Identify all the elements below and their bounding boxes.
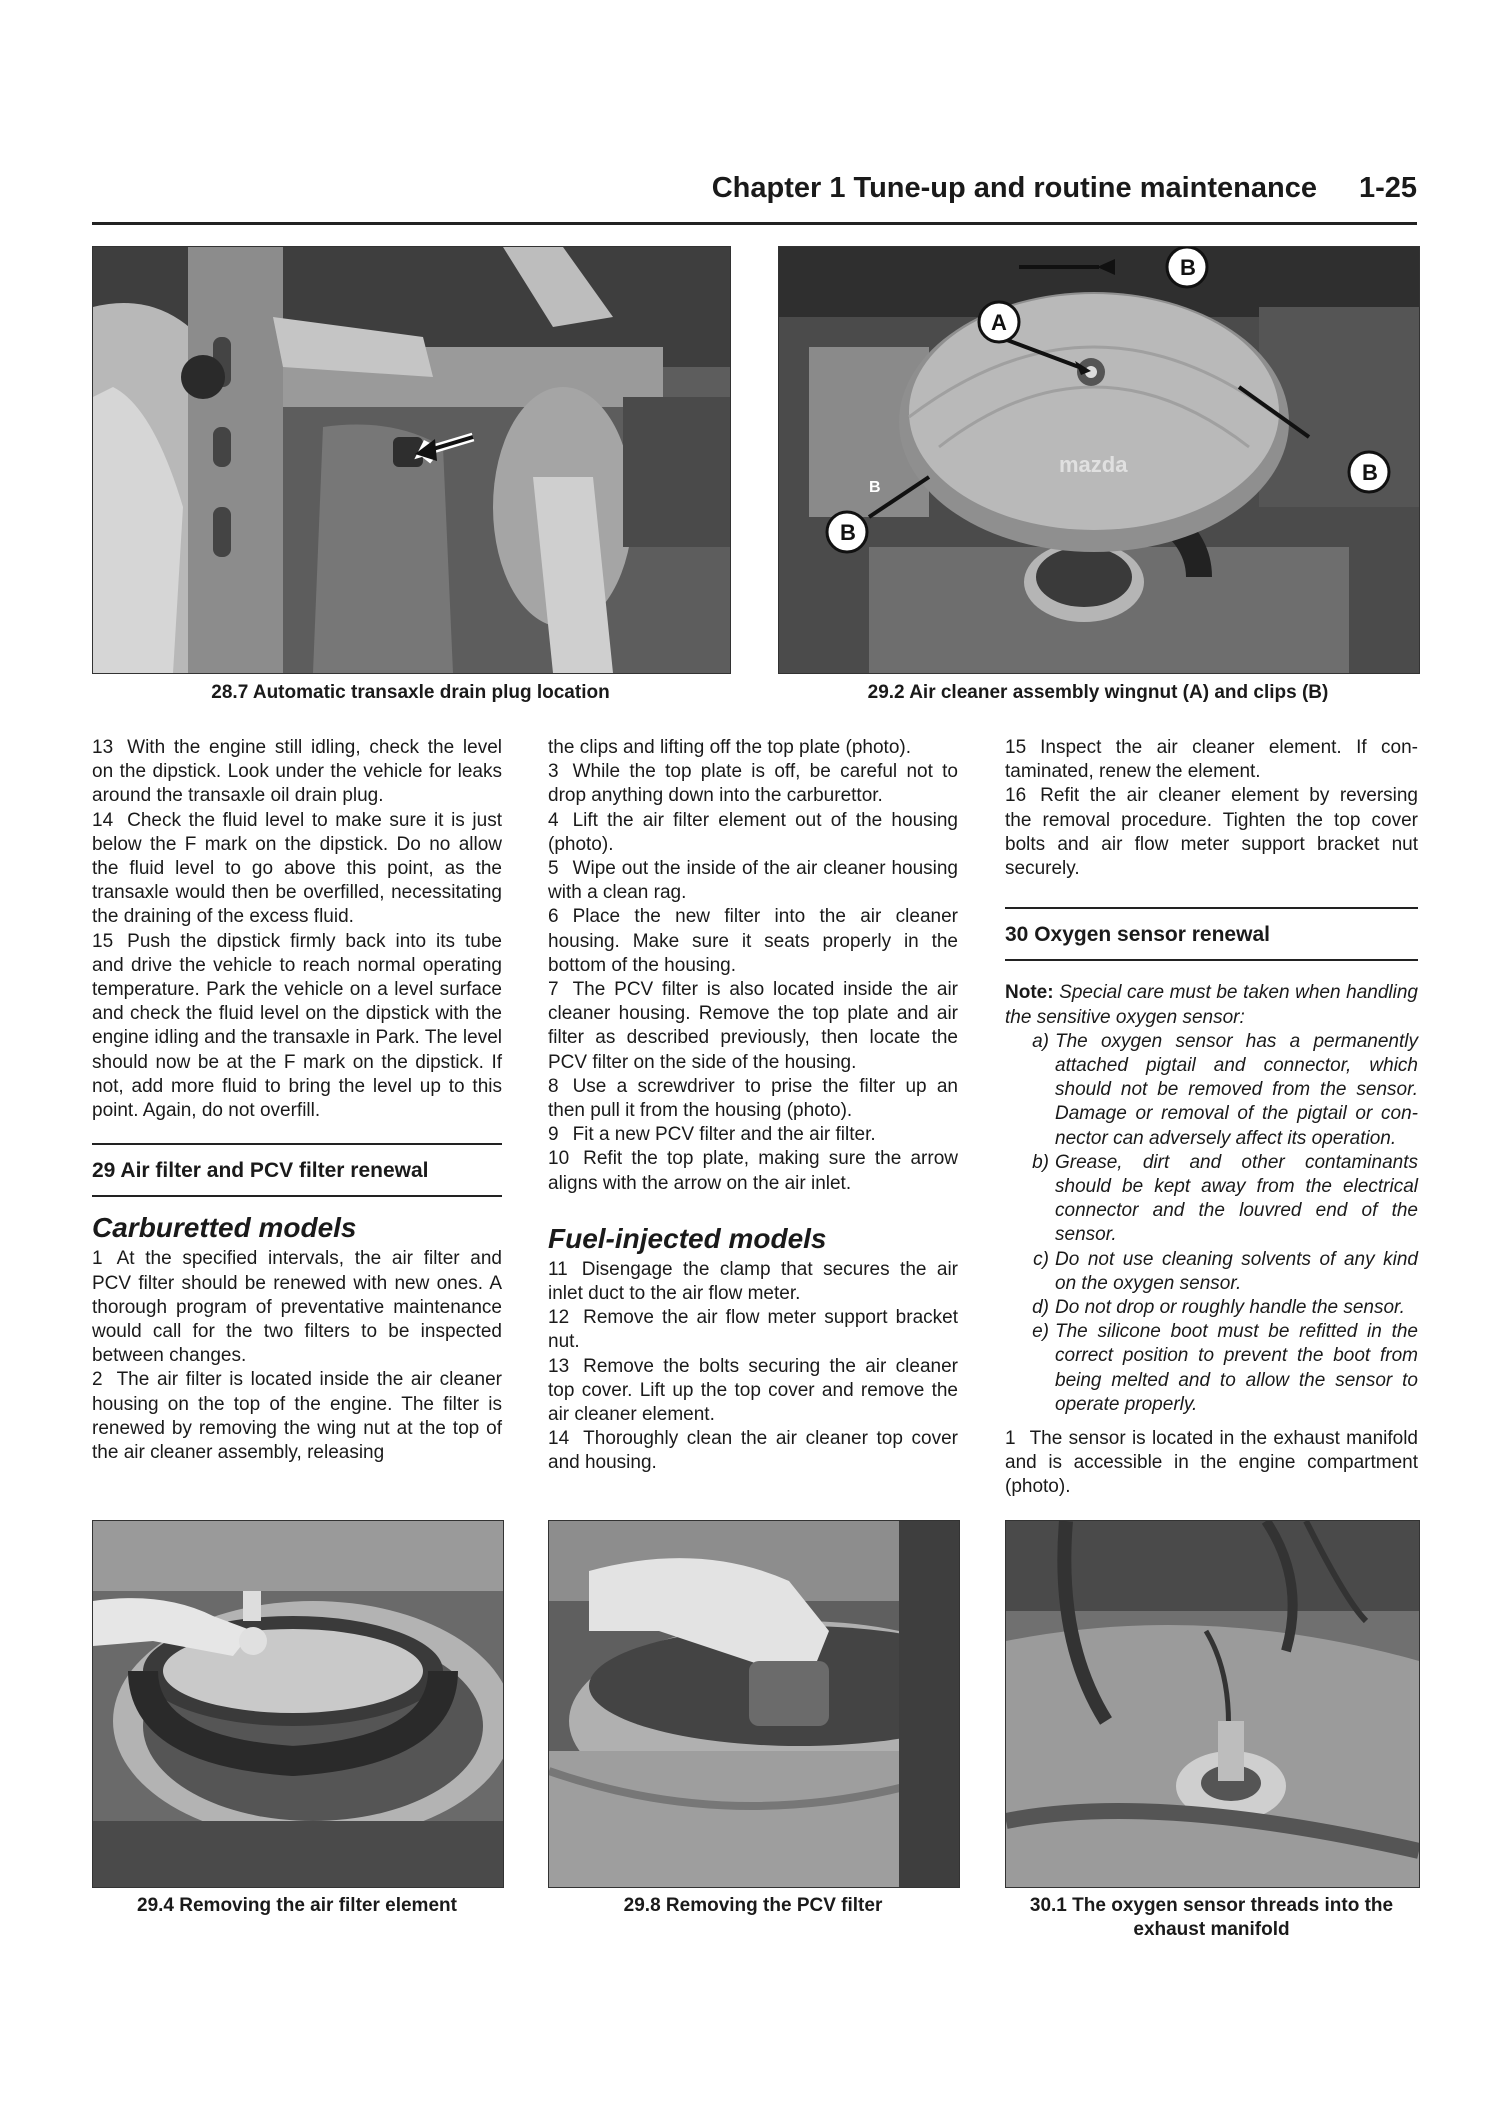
photo-air-cleaner-assembly <box>778 246 1420 674</box>
list-item-a: a) The oxygen sensor has a permanently attached pigtail and connector, which should not be removed from the sensor. Damage or removal of the pigtail or connector can adversely affect its operation. <box>1032 1030 1418 1149</box>
para-10: 10 Refit the top plate, making sure the arrow aligns with the arrow on the air inlet. <box>548 1148 958 1194</box>
para-9: 9 Fit a new PCV filter and the air filter. <box>548 1124 876 1146</box>
para-1: 1 At the specified intervals, the air filter and PCV filter should be renewed with new ones. A thorough program of preventative maintenance would call for the two filters to be inspected between changes. <box>92 1248 502 1367</box>
label-b-small: B <box>869 479 881 496</box>
transaxle-photo-drawing <box>93 247 730 673</box>
para-15-air: 15 Inspect the air cleaner element. If contaminated, renew the element. <box>1005 737 1418 783</box>
air-cleaner-photo-drawing <box>779 247 1419 673</box>
para-3: 3 While the top plate is off, be careful not to drop anything down into the carburettor. <box>548 761 958 807</box>
label-b-right: B <box>1362 460 1378 485</box>
subheading-fuel-injected: Fuel-injected models <box>548 1222 827 1254</box>
photo-removing-air-filter <box>92 1520 504 1888</box>
text-column-3 <box>1005 736 1418 1500</box>
list-item-e: e) The silicone boot must be refitted in the correct position to prevent the boot from being melted and to allow the sensor to operate properly. <box>1032 1321 1418 1415</box>
caption-28-7: 28.7 Automatic transaxle drain plug location <box>211 682 610 703</box>
text-column-1 <box>92 736 502 1465</box>
para-14: 14 Check the fluid level to make sure it is just below the F mark on the dipstick. Do no allow the fluid level to go above this point, as the transaxle would then be overfilled, necessitating the draining of the excess fluid. <box>92 809 502 928</box>
caption-29-8: 29.8 Removing the PCV filter <box>623 1895 883 1916</box>
label-b-left: B <box>840 520 856 545</box>
note: Note: Special care must be taken when handling the sensitive oxygen sensor: <box>1005 982 1418 1028</box>
mazda-logo: mazda <box>1059 452 1128 477</box>
subheading-carburetted: Carburetted models <box>92 1212 357 1244</box>
text-column-2 <box>548 736 958 1476</box>
section-heading-29: 29 Air filter and PCV filter renewal <box>92 1143 502 1197</box>
para-15: 15 Push the dipstick firmly back into its tube and drive the vehicle to reach normal operating temperature. Park the vehicle on a level surface and check the fluid level on the dipstick with the engine idling and the transaxle in Park. The level should now be at the F mark on the dipstick. If not, add more fluid to bring the level up to this point. Again, do not overfill. <box>92 930 502 1122</box>
air-filter-photo-drawing <box>93 1521 503 1887</box>
list-item-b: b) Grease, dirt and other contaminants should be kept away from the electrical connector and the louvred end of the sensor. <box>1032 1151 1418 1246</box>
para-2: 2 The air filter is located inside the air cleaner housing on the top of the engine. The filter is renewed by removing the wing nut at the top of the air cleaner assembly, releasing <box>92 1369 502 1464</box>
page-number: 1-25 <box>1358 172 1417 204</box>
para-1-oxygen: 1 The sensor is located in the exhaust manifold and is accessible in the engine compartment (photo). <box>1005 1428 1418 1498</box>
caption-29-2: 29.2 Air cleaner assembly wingnut (A) and clips (B) <box>867 682 1329 703</box>
para-4: 4 Lift the air filter element out of the housing (photo). <box>548 809 958 855</box>
para-7: 7 The PCV filter is also located inside the air cleaner housing. Remove the top plate and air filter as described previously, then locate the PCV filter on the side of the housing. <box>548 979 958 1073</box>
pcv-filter-photo-drawing <box>549 1521 959 1887</box>
list-item-d: d) Do not drop or roughly handle the sensor. <box>1032 1297 1405 1319</box>
para-14-fi: 14 Thoroughly clean the air cleaner top cover and housing. <box>548 1428 958 1474</box>
para-11: 11 Disengage the clamp that secures the air inlet duct to the air flow meter. <box>548 1258 958 1305</box>
caption-29-4: 29.4 Removing the air filter element <box>137 1895 457 1916</box>
para-8: 8 Use a screwdriver to prise the filter up an then pull it from the housing (photo). <box>548 1075 958 1122</box>
caption-30-1: 30.1 The oxygen sensor threads into the exhaust manifold <box>1029 1895 1394 1940</box>
para-13-fi: 13 Remove the bolts securing the air cleaner top cover. Lift up the top cover and remove the air cleaner element. <box>548 1355 958 1426</box>
oxygen-sensor-photo-drawing <box>1006 1521 1419 1887</box>
label-a: A <box>991 310 1007 335</box>
para-5: 5 Wipe out the inside of the air cleaner housing with a clean rag. <box>548 858 958 904</box>
para-12: 12 Remove the air flow meter support bracket nut. <box>548 1307 958 1353</box>
photo-oxygen-sensor <box>1005 1520 1420 1888</box>
para-6: 6 Place the new filter into the air cleaner housing. Make sure it seats properly in the bottom of the housing. <box>548 906 958 976</box>
photo-transaxle-drain-plug <box>92 246 731 674</box>
para-13: 13 With the engine still idling, check the level on the dipstick. Look under the vehicle for leaks around the transaxle oil drain plug. <box>92 737 502 807</box>
para-16-air: 16 Refit the air cleaner element by reversing the removal procedure. Tighten the top cover bolts and air flow meter support bracket nut securely. <box>1005 785 1418 880</box>
para-2-continued: the clips and lifting off the top plate (photo). <box>548 737 911 758</box>
section-heading-30: 30 Oxygen sensor renewal <box>1005 907 1418 961</box>
chapter-title: Chapter 1 Tune-up and routine maintenance <box>711 172 1317 204</box>
photo-removing-pcv-filter <box>548 1520 960 1888</box>
page-header <box>92 168 1417 225</box>
list-item-c: c) Do not use cleaning solvents of any kind on the oxygen sensor. <box>1033 1248 1418 1294</box>
label-b-top: B <box>1180 255 1196 280</box>
